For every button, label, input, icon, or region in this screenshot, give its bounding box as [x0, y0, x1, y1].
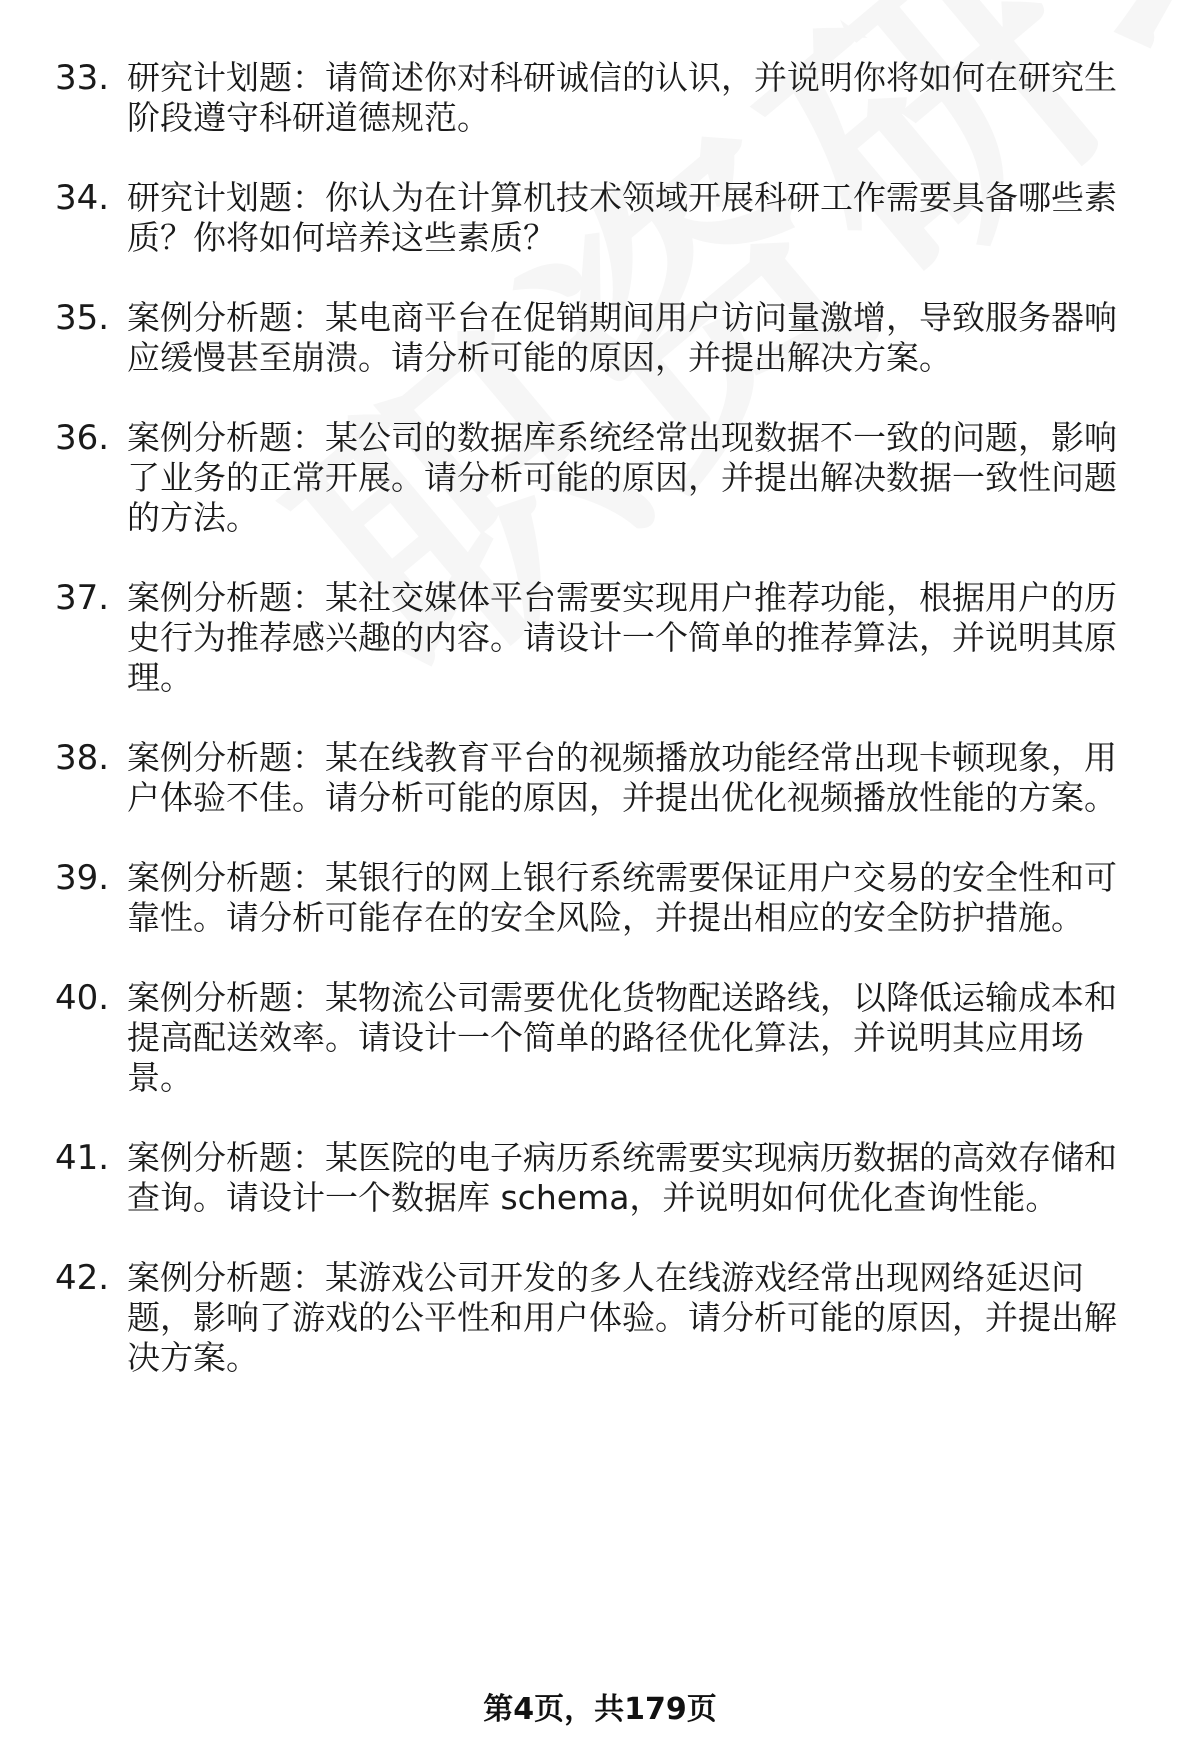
question-text: 案例分析题：某社交媒体平台需要实现用户推荐功能，根据用户的历史行为推荐感兴趣的内容。请设计一个简单的推荐算法，并说明其原理。: [127, 578, 1117, 697]
question-number: 38.: [55, 738, 110, 778]
question-item: [55, 58, 1145, 138]
question-number: 33.: [55, 58, 110, 98]
question-number: 40.: [55, 978, 110, 1018]
question-number: 41.: [55, 1138, 110, 1178]
question-text: 案例分析题：某物流公司需要优化货物配送路线，以降低运输成本和提高配送效率。请设计一个简单的路径优化算法，并说明其应用场景。: [127, 978, 1117, 1097]
question-text: 案例分析题：某公司的数据库系统经常出现数据不一致的问题，影响了业务的正常开展。请分析可能的原因，并提出解决数据一致性问题的方法。: [127, 418, 1117, 537]
question-text: 研究计划题：你认为在计算机技术领域开展科研工作需要具备哪些素质？你将如何培养这些素质？: [127, 178, 1117, 257]
question-number: 42.: [55, 1258, 110, 1298]
question-item: [55, 1258, 1145, 1378]
question-item: [55, 298, 1145, 378]
question-text: 案例分析题：某电商平台在促销期间用户访问量激增，导致服务器响应缓慢甚至崩溃。请分析可能的原因，并提出解决方案。: [127, 298, 1117, 377]
question-list: [55, 58, 1145, 1418]
question-text: 案例分析题：某在线教育平台的视频播放功能经常出现卡顿现象，用户体验不佳。请分析可能的原因，并提出优化视频播放性能的方案。: [127, 738, 1117, 817]
question-number: 34.: [55, 178, 110, 218]
question-item: [55, 978, 1145, 1098]
question-item: [55, 738, 1145, 818]
question-item: [55, 1138, 1145, 1218]
question-number: 36.: [55, 418, 110, 458]
question-item: [55, 858, 1145, 938]
question-number: 37.: [55, 578, 110, 618]
question-number: 39.: [55, 858, 110, 898]
question-text: 研究计划题：请简述你对科研诚信的认识，并说明你将如何在研究生阶段遵守科研道德规范。: [127, 58, 1117, 137]
question-item: [55, 578, 1145, 698]
page-footer: 第4页，共179页: [483, 1692, 717, 1727]
question-item: [55, 418, 1145, 538]
question-number: 35.: [55, 298, 110, 338]
question-text: 案例分析题：某银行的网上银行系统需要保证用户交易的安全性和可靠性。请分析可能存在的安全风险，并提出相应的安全防护措施。: [127, 858, 1117, 937]
question-text: 案例分析题：某医院的电子病历系统需要实现病历数据的高效存储和查询。请设计一个数据库 schema，并说明如何优化查询性能。: [127, 1138, 1117, 1217]
question-text: 案例分析题：某游戏公司开发的多人在线游戏经常出现网络延迟问题，影响了游戏的公平性和用户体验。请分析可能的原因，并提出解决方案。: [127, 1258, 1117, 1377]
question-item: [55, 178, 1145, 258]
